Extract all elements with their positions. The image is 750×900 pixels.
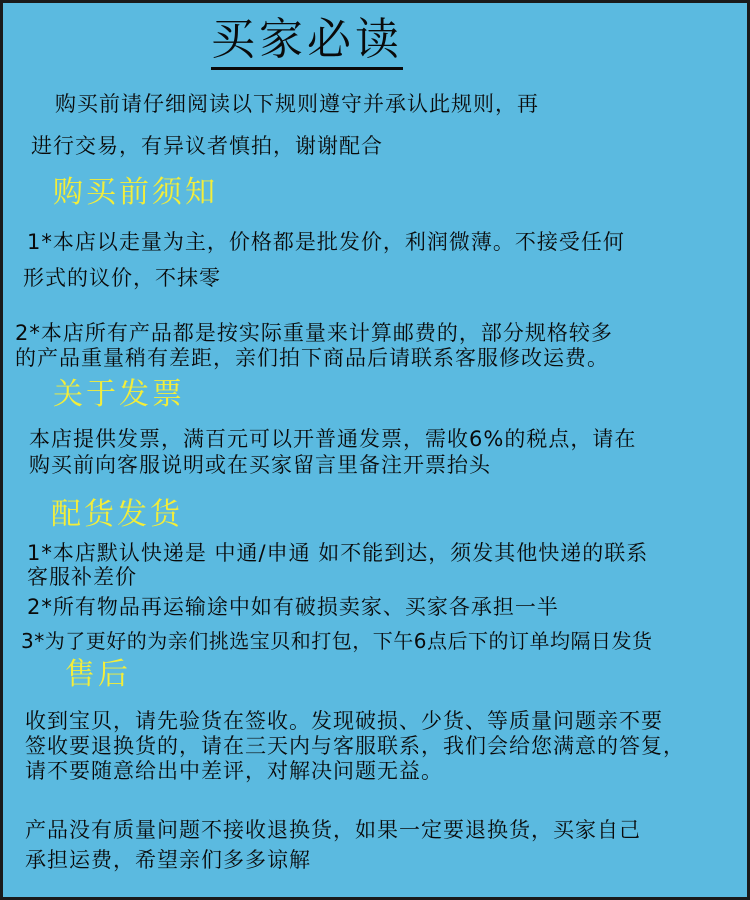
section-heading-before-purchase: 购买前须知	[53, 175, 218, 210]
rule-line: 客服补差价	[27, 565, 137, 589]
rule-line: 1*本店默认快递是 中通/申通 如不能到达，须发其他快递的联系	[27, 541, 649, 565]
section-heading-invoice: 关于发票	[53, 377, 185, 412]
intro-line-2: 进行交易，有异议者慎拍，谢谢配合	[31, 134, 383, 158]
rule-line: 2*本店所有产品都是按实际重量来计算邮费的，部分规格较多	[15, 321, 613, 345]
intro-line-1: 购买前请仔细阅读以下规则遵守并承认此规则，再	[55, 92, 539, 116]
rule-line: 购买前向客服说明或在买家留言里备注开票抬头	[29, 453, 491, 477]
rule-line: 3*为了更好的为亲们挑选宝贝和打包，下午6点后下的订单均隔日发货	[21, 629, 653, 653]
rule-line: 的产品重量稍有差距，亲们拍下商品后请联系客服修改运费。	[15, 346, 609, 370]
rule-line: 形式的议价，不抹零	[23, 266, 221, 290]
rule-line: 请不要随意给出中差评，对解决问题无益。	[25, 759, 443, 783]
rule-line: 签收要退换货的，请在三天内与客服联系，我们会给您满意的答复，	[25, 734, 685, 758]
section-heading-shipping: 配货发货	[51, 497, 183, 532]
page-title: 买家必读	[211, 13, 403, 70]
rule-line: 产品没有质量问题不接收退换货，如果一定要退换货，买家自己	[25, 818, 641, 842]
rule-line: 1*本店以走量为主，价格都是批发价，利润微薄。不接受任何	[27, 230, 625, 254]
rule-line: 收到宝贝，请先验货在签收。发现破损、少货、等质量问题亲不要	[25, 709, 663, 733]
rule-line: 承担运费，希望亲们多多谅解	[25, 848, 311, 872]
rule-line: 本店提供发票，满百元可以开普通发票，需收6%的税点，请在	[29, 427, 637, 451]
section-heading-after-sales: 售后	[65, 657, 131, 692]
rule-line: 2*所有物品再运输途中如有破损卖家、买家各承担一半	[27, 595, 559, 619]
